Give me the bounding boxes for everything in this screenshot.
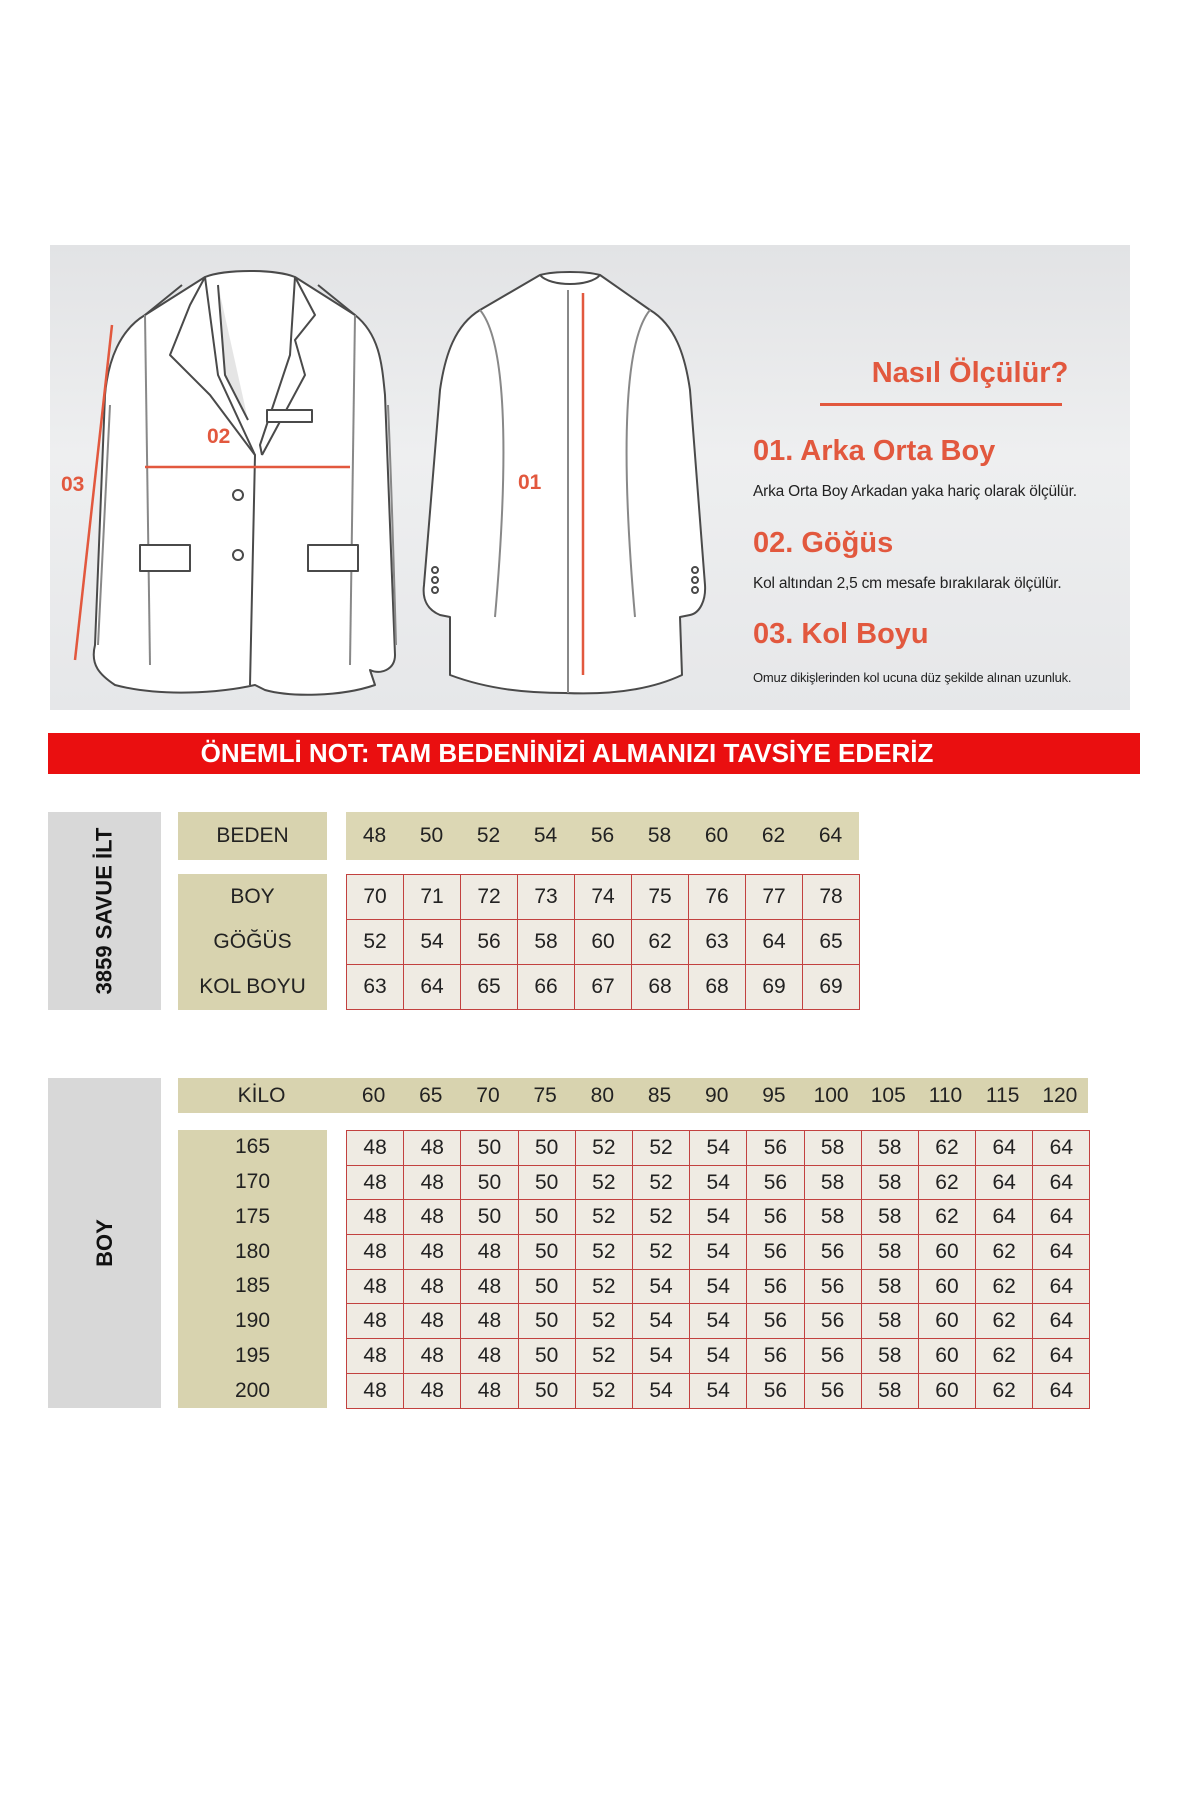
fit-cell: 54 <box>633 1304 690 1339</box>
fit-cell: 48 <box>347 1166 404 1201</box>
fit-cell: 62 <box>919 1200 976 1235</box>
step-1-title: 01. Arka Orta Boy <box>753 435 996 467</box>
measure-cell: 76 <box>689 875 746 920</box>
fit-cell: 54 <box>633 1339 690 1374</box>
fit-cell: 62 <box>919 1131 976 1166</box>
fit-cell: 48 <box>347 1339 404 1374</box>
fit-cell: 64 <box>976 1200 1033 1235</box>
fit-cell: 56 <box>747 1374 804 1409</box>
fit-cell: 54 <box>690 1304 747 1339</box>
fit-cell: 48 <box>347 1304 404 1339</box>
fit-cell: 50 <box>519 1270 576 1305</box>
fit-cell: 48 <box>347 1374 404 1409</box>
fit-cell: 56 <box>747 1200 804 1235</box>
step-3-desc: Omuz dikişlerinden kol ucuna düz şekilde alınan uzunluk. <box>753 670 1072 685</box>
fit-cell: 54 <box>633 1374 690 1409</box>
height-label: 200 <box>234 1378 271 1402</box>
fit-cell: 56 <box>747 1304 804 1339</box>
fit-cell: 50 <box>461 1166 518 1201</box>
fit-cell: 48 <box>404 1235 461 1270</box>
fit-cell: 58 <box>862 1200 919 1235</box>
fit-cell: 60 <box>919 1339 976 1374</box>
height-label: 185 <box>234 1274 271 1298</box>
kilo-cell: 60 <box>345 1078 402 1113</box>
fit-cell: 52 <box>576 1339 633 1374</box>
fit-grid <box>346 1130 1090 1409</box>
fit-cell: 58 <box>862 1374 919 1409</box>
fit-cell: 54 <box>690 1270 747 1305</box>
fit-cell: 52 <box>576 1200 633 1235</box>
measurement-grid <box>346 874 860 1010</box>
front-jacket-drawing <box>94 271 396 695</box>
fit-cell: 56 <box>747 1166 804 1201</box>
fit-cell: 60 <box>919 1304 976 1339</box>
fit-cell: 58 <box>805 1200 862 1235</box>
product-side-label <box>48 812 161 1010</box>
fit-cell: 62 <box>976 1270 1033 1305</box>
measure-labels <box>178 874 327 1010</box>
measure-cell: 68 <box>632 965 689 1010</box>
kilo-cell: 80 <box>574 1078 631 1113</box>
fit-cell: 54 <box>690 1200 747 1235</box>
fit-cell: 50 <box>519 1339 576 1374</box>
measure-cell: 64 <box>746 920 803 965</box>
fit-cell: 52 <box>633 1131 690 1166</box>
fit-cell: 64 <box>1033 1374 1090 1409</box>
fit-cell: 50 <box>519 1131 576 1166</box>
step-3-title: 03. Kol Boyu <box>753 618 929 650</box>
height-label: 190 <box>234 1309 271 1333</box>
fit-cell: 52 <box>576 1235 633 1270</box>
measure-cell: 64 <box>404 965 461 1010</box>
fit-cell: 48 <box>404 1270 461 1305</box>
fit-cell: 54 <box>690 1374 747 1409</box>
fit-cell: 64 <box>1033 1200 1090 1235</box>
size-cell: 64 <box>802 812 859 860</box>
fit-cell: 64 <box>1033 1166 1090 1201</box>
size-cell: 56 <box>574 812 631 860</box>
important-note-text: ÖNEMLİ NOT: TAM BEDENİNİZİ ALMANIZI TAVSİYE EDERİZ <box>200 738 934 768</box>
kilo-header-label: KİLO <box>178 1078 345 1113</box>
fit-cell: 52 <box>576 1131 633 1166</box>
kilo-cell: 90 <box>688 1078 745 1113</box>
fit-cell: 56 <box>805 1374 862 1409</box>
fit-cell: 64 <box>1033 1131 1090 1166</box>
product-code: 3859 SAVUE İLT <box>91 827 117 995</box>
fit-cell: 52 <box>576 1166 633 1201</box>
fit-cell: 62 <box>976 1374 1033 1409</box>
fit-cell: 54 <box>690 1339 747 1374</box>
kilo-cell: 115 <box>974 1078 1031 1113</box>
fit-cell: 56 <box>747 1270 804 1305</box>
label-03: 03 <box>61 473 85 496</box>
important-note-banner <box>48 733 1140 774</box>
fit-cell: 56 <box>805 1304 862 1339</box>
fit-cell: 62 <box>976 1304 1033 1339</box>
size-cell: 60 <box>688 812 745 860</box>
fit-cell: 50 <box>519 1200 576 1235</box>
measure-cell: 75 <box>632 875 689 920</box>
fit-cell: 48 <box>404 1374 461 1409</box>
back-jacket-drawing <box>424 272 705 693</box>
fit-cell: 52 <box>633 1200 690 1235</box>
fit-cell: 52 <box>576 1374 633 1409</box>
measure-cell: 52 <box>347 920 404 965</box>
fit-cell: 56 <box>747 1339 804 1374</box>
fit-cell: 52 <box>576 1270 633 1305</box>
fit-cell: 56 <box>747 1131 804 1166</box>
measure-cell: 78 <box>803 875 860 920</box>
measure-cell: 56 <box>461 920 518 965</box>
size-cell: 48 <box>346 812 403 860</box>
height-labels <box>178 1130 327 1408</box>
fit-cell: 48 <box>404 1304 461 1339</box>
fit-cell: 64 <box>976 1131 1033 1166</box>
fit-cell: 58 <box>862 1270 919 1305</box>
step-2-desc: Kol altından 2,5 cm mesafe bırakılarak ölçülür. <box>753 575 1062 592</box>
size-cell: 62 <box>745 812 802 860</box>
fit-cell: 52 <box>633 1235 690 1270</box>
fit-cell: 58 <box>805 1166 862 1201</box>
fit-cell: 56 <box>805 1235 862 1270</box>
measure-cell: 77 <box>746 875 803 920</box>
kilo-cell: 120 <box>1031 1078 1088 1113</box>
fit-cell: 48 <box>461 1270 518 1305</box>
kilo-cell: 75 <box>517 1078 574 1113</box>
measure-label-gogus: GÖĞÜS <box>213 929 292 953</box>
measure-cell: 71 <box>404 875 461 920</box>
fit-cell: 56 <box>747 1235 804 1270</box>
fit-cell: 60 <box>919 1270 976 1305</box>
fit-cell: 48 <box>404 1339 461 1374</box>
how-to-measure-title: Nasıl Ölçülür? <box>871 357 1069 389</box>
fit-cell: 64 <box>976 1166 1033 1201</box>
measure-cell: 68 <box>689 965 746 1010</box>
measure-label-kol-boyu: KOL BOYU <box>199 975 306 999</box>
step-2-title: 02. Göğüs <box>753 527 894 559</box>
fit-cell: 54 <box>690 1235 747 1270</box>
measure-cell: 60 <box>575 920 632 965</box>
kilo-cell: 65 <box>402 1078 459 1113</box>
fit-cell: 58 <box>862 1304 919 1339</box>
size-cell: 54 <box>517 812 574 860</box>
title-underline <box>820 403 1062 406</box>
fit-cell: 50 <box>461 1131 518 1166</box>
fit-cell: 54 <box>690 1166 747 1201</box>
measure-label-boy: BOY <box>230 884 275 908</box>
measure-cell: 65 <box>461 965 518 1010</box>
measure-cell: 62 <box>632 920 689 965</box>
fit-cell: 60 <box>919 1235 976 1270</box>
measure-cell: 73 <box>518 875 575 920</box>
fit-cell: 64 <box>1033 1235 1090 1270</box>
fit-cell: 58 <box>805 1131 862 1166</box>
fit-cell: 48 <box>404 1131 461 1166</box>
fit-cell: 58 <box>862 1235 919 1270</box>
fit-cell: 52 <box>633 1166 690 1201</box>
kilo-cell: 100 <box>803 1078 860 1113</box>
fit-cell: 64 <box>1033 1339 1090 1374</box>
measure-cell: 67 <box>575 965 632 1010</box>
fit-cell: 48 <box>404 1166 461 1201</box>
measure-cell: 63 <box>689 920 746 965</box>
height-label: 170 <box>234 1170 271 1194</box>
kilo-cell: 85 <box>631 1078 688 1113</box>
fit-cell: 54 <box>690 1131 747 1166</box>
size-header-label: BEDEN <box>178 812 327 860</box>
fit-cell: 50 <box>519 1235 576 1270</box>
height-axis-label: BOY <box>91 1219 117 1267</box>
fit-cell: 48 <box>461 1374 518 1409</box>
fit-cell: 58 <box>862 1339 919 1374</box>
fit-cell: 48 <box>461 1304 518 1339</box>
fit-cell: 48 <box>461 1339 518 1374</box>
fit-cell: 48 <box>347 1270 404 1305</box>
measure-cell: 74 <box>575 875 632 920</box>
size-cell: 50 <box>403 812 460 860</box>
height-label: 165 <box>234 1135 271 1159</box>
fit-cell: 64 <box>1033 1304 1090 1339</box>
fit-cell: 48 <box>404 1200 461 1235</box>
fit-cell: 56 <box>805 1270 862 1305</box>
fit-cell: 50 <box>519 1166 576 1201</box>
fit-cell: 48 <box>347 1200 404 1235</box>
measure-cell: 58 <box>518 920 575 965</box>
height-side-label <box>48 1078 161 1408</box>
size-cell: 58 <box>631 812 688 860</box>
measure-cell: 72 <box>461 875 518 920</box>
label-02: 02 <box>207 425 231 448</box>
fit-cell: 62 <box>976 1339 1033 1374</box>
fit-cell: 50 <box>519 1374 576 1409</box>
fit-cell: 50 <box>461 1200 518 1235</box>
fit-cell: 54 <box>633 1270 690 1305</box>
kilo-cell: 70 <box>459 1078 516 1113</box>
step-1-desc: Arka Orta Boy Arkadan yaka hariç olarak ölçülür. <box>753 483 1077 500</box>
fit-cell: 52 <box>576 1304 633 1339</box>
fit-cell: 56 <box>805 1339 862 1374</box>
fit-cell: 60 <box>919 1374 976 1409</box>
measure-cell: 63 <box>347 965 404 1010</box>
fit-cell: 58 <box>862 1166 919 1201</box>
measure-cell: 69 <box>746 965 803 1010</box>
fit-cell: 64 <box>1033 1270 1090 1305</box>
height-label: 180 <box>234 1239 271 1263</box>
fit-cell: 48 <box>347 1131 404 1166</box>
fit-cell: 58 <box>862 1131 919 1166</box>
measure-cell: 66 <box>518 965 575 1010</box>
size-cell: 52 <box>460 812 517 860</box>
height-label: 175 <box>234 1204 271 1228</box>
measure-cell: 54 <box>404 920 461 965</box>
measurement-guide <box>50 245 1130 710</box>
size-row <box>346 812 859 860</box>
kilo-cell: 110 <box>917 1078 974 1113</box>
fit-cell: 48 <box>461 1235 518 1270</box>
kilo-cell: 105 <box>860 1078 917 1113</box>
fit-cell: 50 <box>519 1304 576 1339</box>
measure-cell: 69 <box>803 965 860 1010</box>
measure-cell: 70 <box>347 875 404 920</box>
kilo-cell: 95 <box>745 1078 802 1113</box>
measure-cell: 65 <box>803 920 860 965</box>
fit-cell: 48 <box>347 1235 404 1270</box>
kilo-row <box>345 1078 1088 1113</box>
jacket-illustrations <box>50 245 1130 710</box>
height-label: 195 <box>234 1343 271 1367</box>
fit-cell: 62 <box>976 1235 1033 1270</box>
label-01: 01 <box>518 471 542 494</box>
fit-cell: 62 <box>919 1166 976 1201</box>
